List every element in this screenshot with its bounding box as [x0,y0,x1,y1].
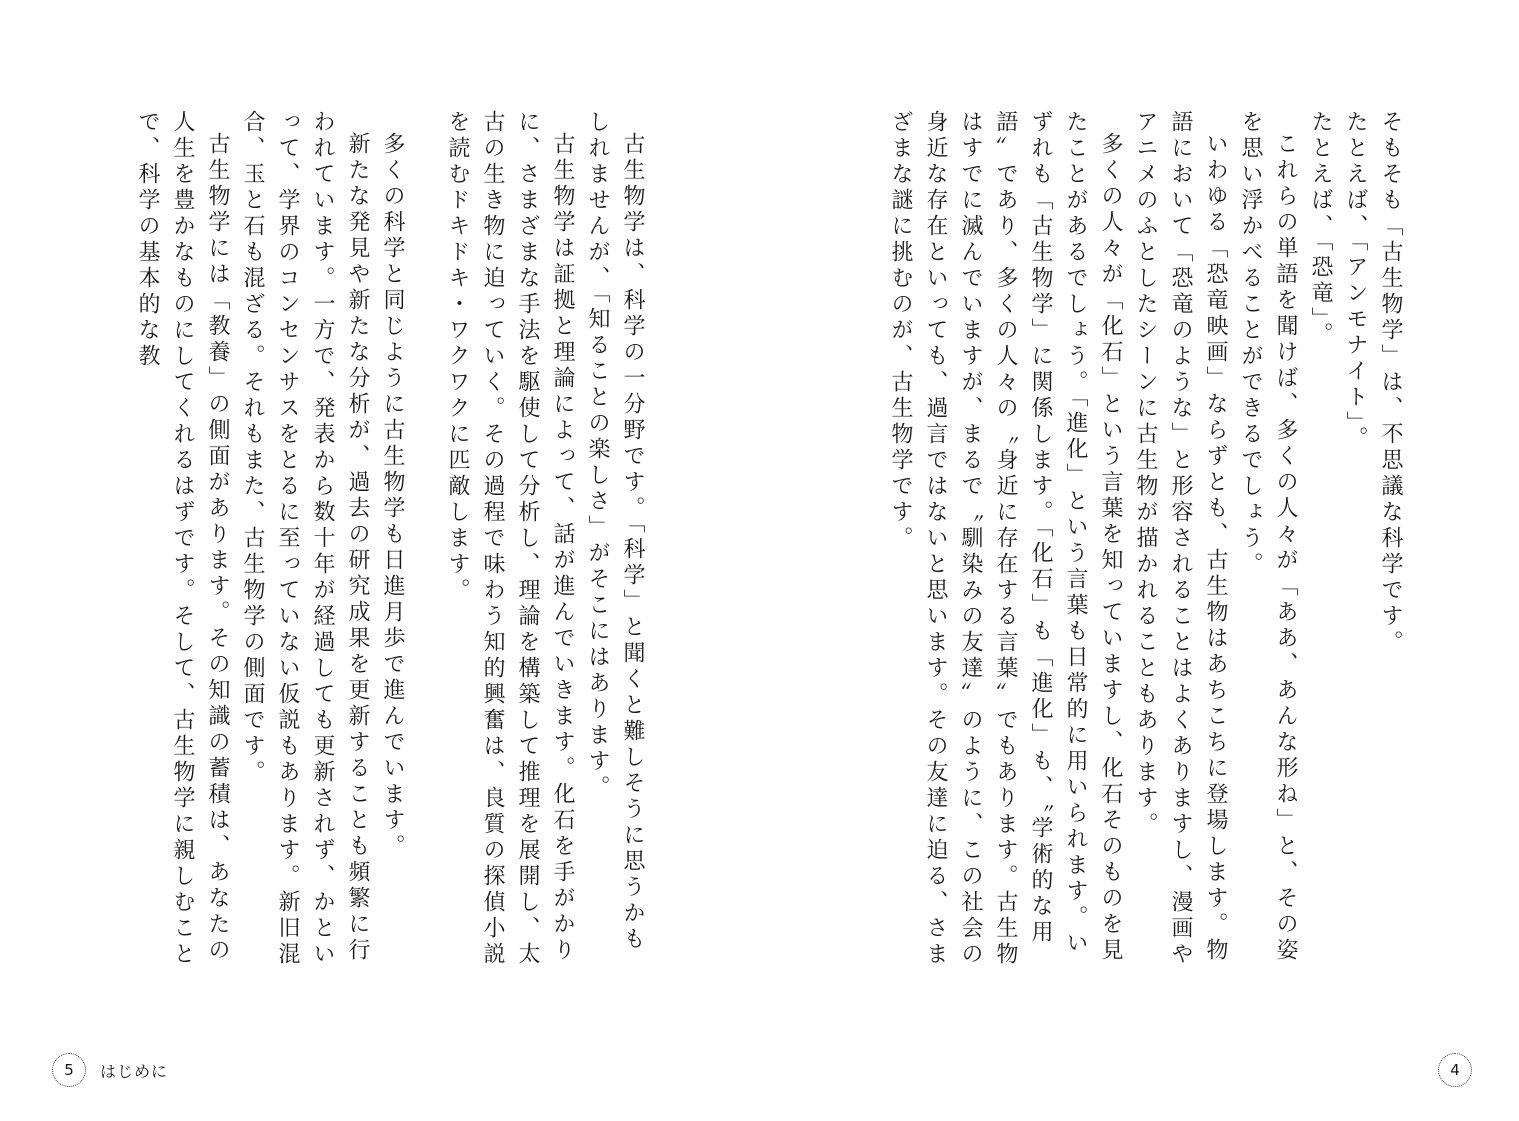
page-number: 4 [1438,1053,1472,1087]
right-page-text [888,110,1408,970]
paragraph: いわゆる「恐竜映画」ならずとも、古生物はあちこちに登場します。物語において「恐竜のような」と形容されることはよくありますし、漫画やアニメのふとしたシーンに古生物が描かれることもあります。 [1133,110,1228,968]
paragraph: 新たな発見や新たな分析が、過去の研究成果を更新することも頻繁に行われています。一方で、発表から数十年が経過しても更新されず、かといって、学界のコンセンサスをとるに至っていない仮説もあります。新旧混合、玉と石も混ざる。それもまた、古生物学の側面です。 [240,110,370,968]
paragraph: 多くの人々が「化石」という言葉を知っていますし、化石そのものを見たことがあるでしょう。「進化」という言葉も日常的に用いられます。いずれも「古生物学」に関係します。「化石」も「進化」も、〝学術的な用語〟であり、多くの人々の〝身近に存在する言葉〟でもあります。古生物はすでに滅んでいますが、まるで〝馴染みの友達〟のように、この社会の身近な存在といっても、過言ではないと思います。その友達に迫る、さまざまな謎に挑むのが、古生物学です。 [888,110,1123,968]
paragraph: そもそも「古生物学」は、不思議な科学です。 [1378,110,1403,656]
running-head: はじめに [100,1062,169,1081]
left-page-text-block-1 [440,110,650,970]
right-page [760,0,1519,1121]
paragraph: たとえば、「恐竜」。 [1308,110,1333,348]
paragraph: たとえば、「アンモナイト」。 [1343,110,1368,452]
paragraph: 古生物学は証拠と理論によって、話が進んでいきます。化石を手がかりに、さまざまな手法を駆使して分析し、理論を構築して推理を展開し、太古の生き物に迫っていく。その過程で味わう知的興奮は、良質の探偵小説を読むドキドキ・ワクワクに匹敵します。 [445,110,575,968]
page-number: 5 [52,1053,86,1087]
paragraph: 多くの科学と同じように古生物学も日進月歩で進んでいます。 [380,132,405,860]
paragraph: 古生物学には「教養」の側面があります。その知識の蓄積は、あなたの人生を豊かなものにしてくれるはずです。そして、古生物学に親しむことで、科学の基本的な教 [135,110,230,968]
left-page-text-block-2 [115,110,410,970]
paragraph: これらの単語を聞けば、多くの人々が「ああ、あんな形ね」と、その姿を思い浮かべることができるでしょう。 [1238,110,1298,964]
paragraph: 古生物学は、科学の一分野です。「科学」と聞くと難しそうに思うかもしれませんが、「知ることの楽しさ」がそこにはあります。 [585,110,645,953]
